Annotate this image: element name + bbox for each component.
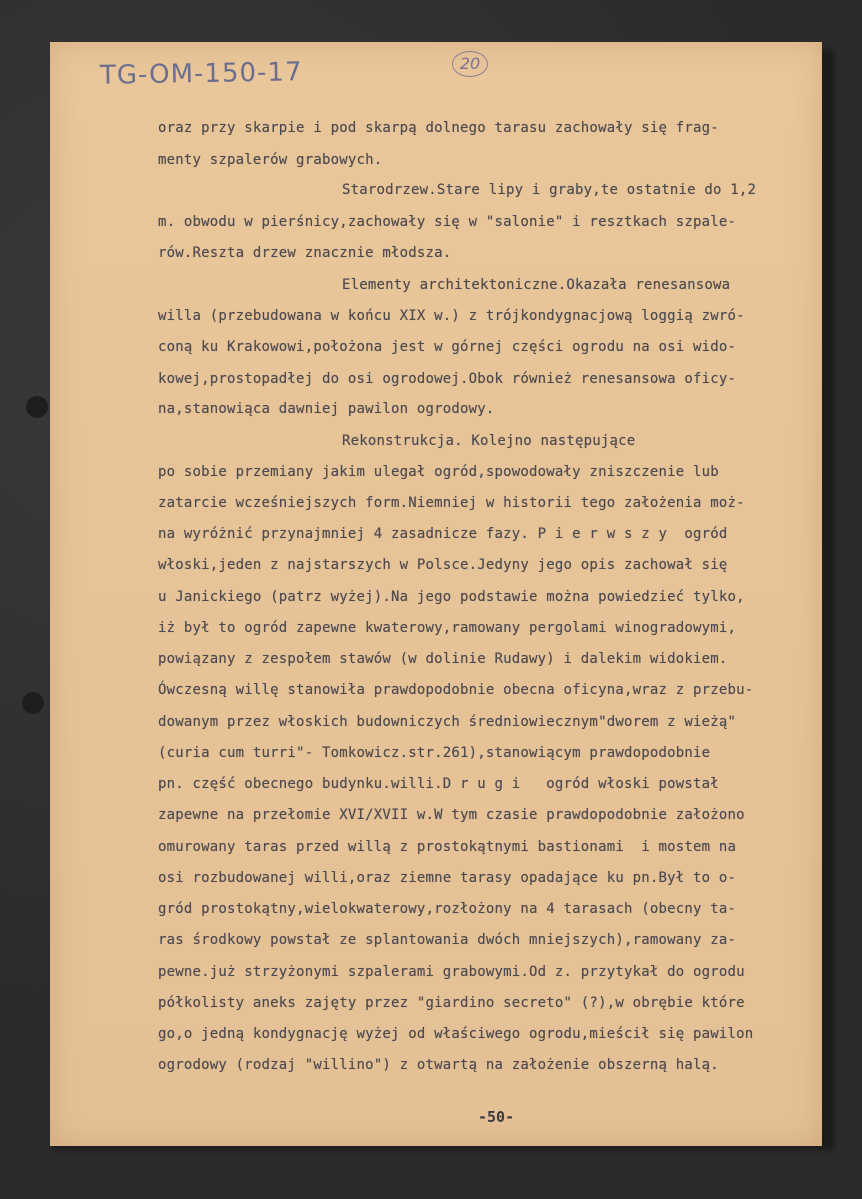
text-line: pn. część obecnego budynku.willi.D r u g i ogród włoski powstał [158,776,719,792]
text-line: półkolisty aneks zajęty przez "giardino secreto" (?),w obrębie które [158,995,745,1011]
text-line: ogrodowy (rodzaj "willino") z otwartą na założenie obszerną halą. [158,1057,719,1073]
text-line: m. obwodu w pierśnicy,zachowały się w "salonie" i resztkach szpale- [158,214,737,230]
text-line: pewne.już strzyżonymi szpalerami grabowymi.Od z. przytykał do ogrodu [158,964,745,980]
text-line: Ówczesną willę stanowiła prawdopodobnie obecna oficyna,wraz z przebu- [158,682,754,698]
circled-page-number: 20 [452,51,488,77]
text-line: Rekonstrukcja. Kolejno następujące [342,433,636,449]
text-line: ras środkowy powstał ze splantowania dwóch mniejszych),ramowany za- [158,932,737,948]
text-line: coną ku Krakowowi,położona jest w górnej części ogrodu na osi wido- [158,339,737,355]
text-line: zapewne na przełomie XVI/XVII w.W tym czasie prawdopodobnie założono [158,807,745,823]
text-line: willa (przebudowana w końcu XIX w.) z trójkondygnacjową loggią zwró- [158,308,745,324]
punch-hole [26,396,48,418]
text-line: oraz przy skarpie i pod skarpą dolnego tarasu zachowały się frag- [158,120,719,136]
text-line: włoski,jeden z najstarszych w Polsce.Jedyny jego opis zachował się [158,557,728,573]
text-line: na,stanowiąca dawniej pawilon ogrodowy. [158,401,495,417]
archive-signature: TG-OM-150-17 [99,57,303,91]
text-line: osi rozbudowanej willi,oraz ziemne tarasy opadające ku pn.Był to o- [158,870,737,886]
punch-hole [22,692,44,714]
text-line: (curia cum turri"- Tomkowicz.str.261),stanowiącym prawdopodobnie [158,745,711,761]
text-line: rów.Reszta drzew znacznie młodsza. [158,245,452,261]
text-line: dowanym przez włoskich budowniczych średniowiecznym"dworem z wieżą" [158,714,737,730]
text-line: omurowany taras przed willą z prostokątnymi bastionami i mostem na [158,839,737,855]
page-number: -50- [478,1108,515,1126]
text-line: iż był to ogród zapewne kwaterowy,ramowany pergolami winogradowymi, [158,620,737,636]
text-line: zatarcie wcześniejszych form.Niemniej w historii tego założenia moż- [158,495,745,511]
text-line: na wyróżnić przynajmniej 4 zasadnicze fazy. P i e r w s z y ogród [158,526,728,542]
text-line: go,o jedną kondygnację wyżej od właściwego ogrodu,mieścił się pawilon [158,1026,754,1042]
document-page [50,42,822,1146]
text-line: Starodrzew.Stare lipy i graby,te ostatnie do 1,2 [342,182,757,198]
text-line: Elementy architektoniczne.Okazała renesansowa [342,277,731,293]
text-line: po sobie przemiany jakim ulegał ogród,spowodowały zniszczenie lub [158,464,719,480]
text-line: powiązany z zespołem stawów (w dolinie Rudawy) i dalekim widokiem. [158,651,728,667]
text-line: menty szpalerów grabowych. [158,152,383,168]
text-line: gród prostokątny,wielokwaterowy,rozłożony na 4 tarasach (obecny ta- [158,901,737,917]
text-line: kowej,prostopadłej do osi ogrodowej.Obok również renesansowa oficy- [158,371,737,387]
text-line: u Janickiego (patrz wyżej).Na jego podstawie można powiedzieć tylko, [158,589,745,605]
